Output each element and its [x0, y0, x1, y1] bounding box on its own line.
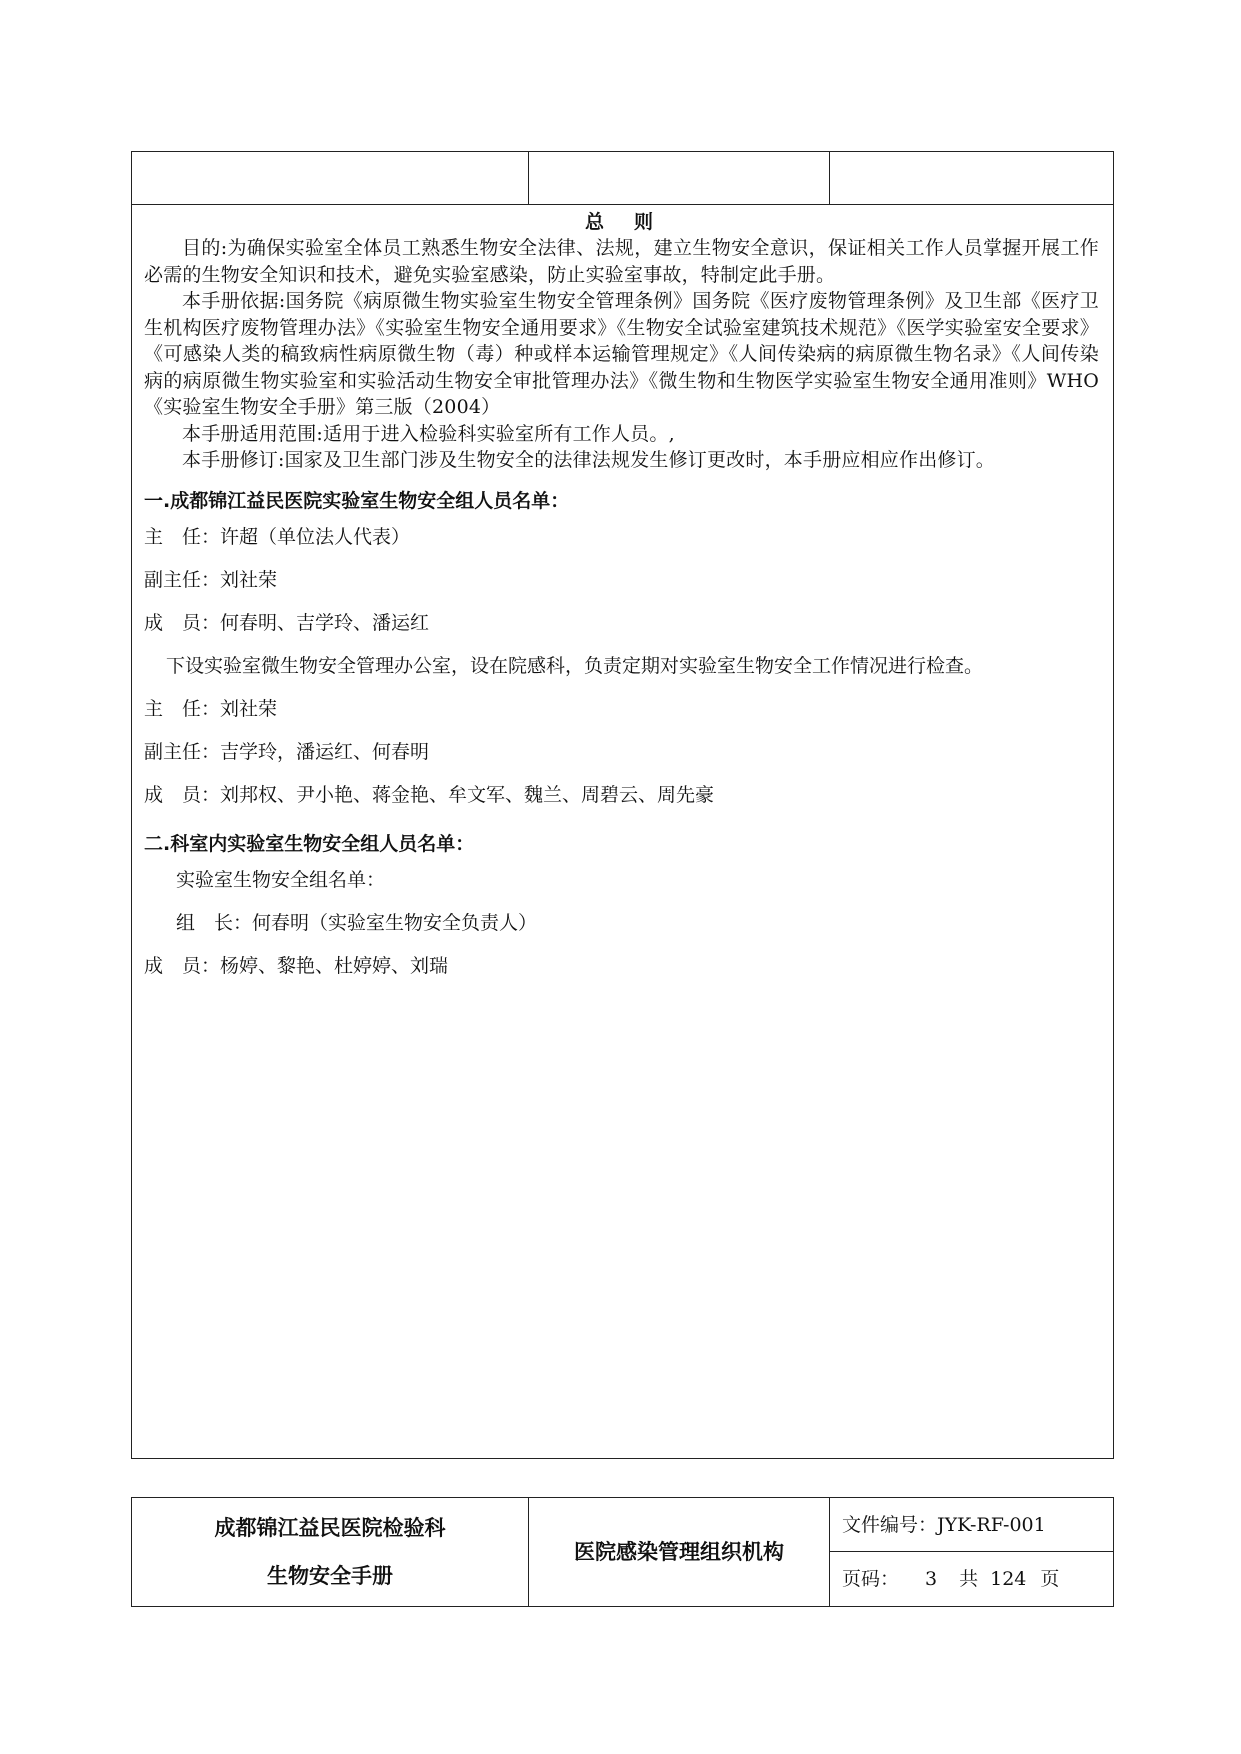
page-suffix: 页 — [1040, 1568, 1060, 1590]
footer-table — [131, 1497, 1114, 1607]
footer-org-line1: 成都锦江益民医院检验科 — [214, 1516, 446, 1540]
section2-list-title: 实验室生物安全组名单： — [176, 868, 386, 891]
header-cell-1 — [132, 152, 529, 204]
section1-office-deputy: 副主任：吉学玲，潘运红、何春明 — [144, 740, 430, 763]
section2-leader: 组 长：何春明（实验室生物安全负责人） — [176, 911, 538, 934]
header-cell-2 — [529, 152, 830, 204]
page-number: 3 — [925, 1568, 938, 1590]
section-title: 总则 — [584, 211, 683, 233]
page-label: 页码： — [842, 1568, 900, 1590]
footer-doc-number: 文件编号：JYK-RF-001 — [830, 1498, 1113, 1552]
section1-director: 主 任：许超（单位法人代表） — [144, 525, 411, 548]
table-header-row — [132, 152, 1113, 205]
footer-meta-cell — [830, 1498, 1113, 1606]
section1-office-director: 主 任：刘社荣 — [144, 697, 278, 720]
scope-paragraph: 本手册适用范围:适用于进入检验科实验室所有工作人员。, — [182, 422, 675, 445]
page-total: 124 — [990, 1568, 1027, 1590]
content-table — [131, 151, 1114, 1459]
purpose-paragraph: 目的:为确保实验室全体员工熟悉生物安全法律、法规，建立生物安全意识，保证相关工作人员掌握开展工作必需的生物安全知识和技术，避免实验室感染，防止实验室事故，特制定此手册。 — [144, 237, 1099, 286]
header-cell-3 — [830, 152, 1113, 204]
footer-page-info — [830, 1552, 1113, 1606]
section1-deputy: 副主任：刘社荣 — [144, 568, 278, 591]
section2-members: 成 员：杨婷、黎艳、杜婷婷、刘瑞 — [144, 954, 449, 977]
section1-office-note: 下设实验室微生物安全管理办公室，设在院感科，负责定期对实验室生物安全工作情况进行检查。 — [166, 654, 984, 677]
section2-heading: 二.科室内实验室生物安全组人员名单： — [144, 832, 475, 855]
section1-office-members: 成 员：刘邦权、尹小艳、蒋金艳、牟文军、魏兰、周碧云、周先豪 — [144, 783, 715, 806]
content-body — [144, 207, 1099, 988]
revision-paragraph: 本手册修订:国家及卫生部门涉及生物安全的法律法规发生修订更改时，本手册应相应作出修订。 — [182, 449, 996, 471]
footer-org-cell — [132, 1498, 529, 1606]
basis-paragraph: 本手册依据:国务院《病原微生物实验室生物安全管理条例》国务院《医疗废物管理条例》及卫生部《医疗卫生机构医疗废物管理办法》《实验室生物安全通用要求》《生物安全试验室建筑技术规范》《医学实验室安全要求》《可感染人类的稿致病性病原微生物（毒）种或样本运输管理规定》《人间传染病的病原微生物名录》《人间传染病的病原微生物实验室和实验活动生物安全审批管理办法》《微生物和生物医学实验室生物安全通用准则》WHO《实验室生物安全手册》第三版（2004） — [144, 290, 1099, 418]
page-total-prefix: 共 — [959, 1568, 979, 1590]
footer-doc-title: 医院感染管理组织机构 — [529, 1498, 830, 1606]
section1-heading: 一.成都锦江益民医院实验室生物安全组人员名单： — [144, 489, 570, 512]
section1-members: 成 员：何春明、吉学玲、潘运红 — [144, 611, 430, 634]
footer-org-line2: 生物安全手册 — [267, 1564, 393, 1588]
